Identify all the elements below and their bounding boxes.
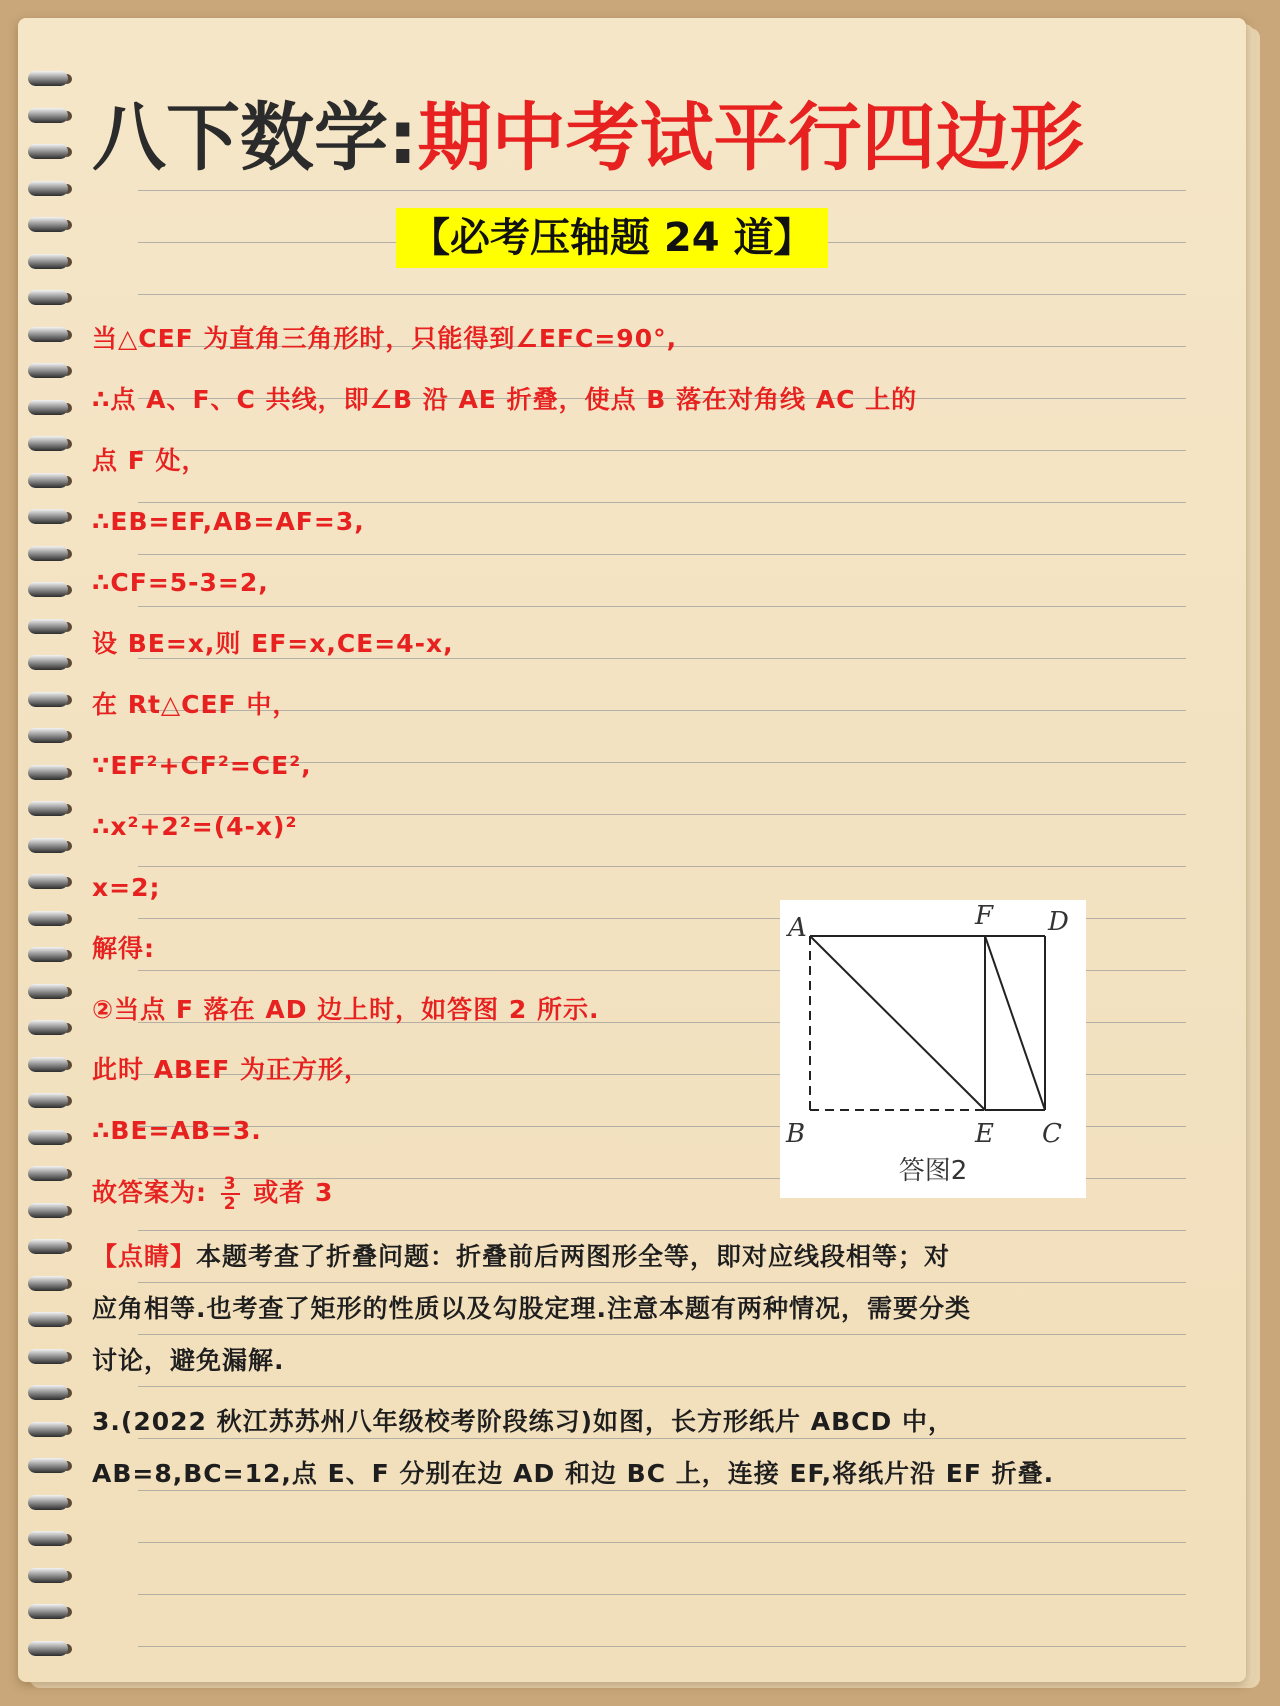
ruled-line (138, 1542, 1186, 1543)
binding-ring (28, 1127, 74, 1149)
binding-ring (28, 652, 74, 674)
binding-ring (28, 908, 74, 930)
binding-ring (28, 1090, 74, 1112)
binding-ring (28, 397, 74, 419)
ruled-line (138, 1386, 1186, 1387)
ruled-line (138, 1646, 1186, 1647)
binding-ring (28, 1163, 74, 1185)
binding-ring (28, 68, 74, 90)
fold-line-ae (810, 936, 985, 1110)
binding-ring (28, 1455, 74, 1477)
note-line-2: 应角相等.也考查了矩形的性质以及勾股定理.注意本题有两种情况，需要分类 (92, 1294, 971, 1323)
solution-line: 设 BE=x,则 EF=x,CE=4-x, (92, 629, 454, 658)
subtitle-badge: 【必考压轴题 24 道】 (396, 208, 828, 268)
binding-ring (28, 287, 74, 309)
label-d: D (1048, 907, 1069, 937)
label-e: E (975, 1119, 994, 1149)
binding-ring (28, 1565, 74, 1587)
solution-line: 解得: (92, 934, 155, 963)
solution-line: 点 F 处， (92, 446, 208, 475)
note-tag: 【点睛】 (92, 1242, 197, 1271)
label-f: F (975, 901, 994, 931)
ruled-line (138, 502, 1186, 503)
ruled-line (138, 554, 1186, 555)
label-c: C (1042, 1119, 1062, 1149)
solution-line: ∴BE=AB=3. (92, 1116, 262, 1145)
binding-ring (28, 105, 74, 127)
binding-ring (28, 506, 74, 528)
binding-ring (28, 944, 74, 966)
ruled-line (138, 866, 1186, 867)
rectangle-fold-diagram (780, 900, 1086, 1150)
binding-ring (28, 1200, 74, 1222)
binding-ring (28, 360, 74, 382)
solution-line: ∴点 A、F、C 共线，即∠B 沿 AE 折叠，使点 B 落在对角线 AC 上的 (92, 385, 918, 414)
binding-ring (28, 141, 74, 163)
solution-line: x=2; (92, 873, 161, 902)
binding-ring (28, 981, 74, 1003)
binding-ring (28, 725, 74, 747)
binding-ring (28, 1492, 74, 1514)
binding-ring (28, 470, 74, 492)
solution-line: ②当点 F 落在 AD 边上时，如答图 2 所示. (92, 995, 600, 1024)
note-line-1 (92, 1240, 950, 1274)
binding-ring (28, 1382, 74, 1404)
solution-line: 在 Rt△CEF 中， (92, 690, 299, 719)
binding-ring (28, 1309, 74, 1331)
binding-ring (28, 798, 74, 820)
solution-line: ∴EB=EF,AB=AF=3, (92, 507, 365, 536)
ruled-line (138, 606, 1186, 607)
problem-line-1: 3.(2022 秋江苏苏州八年级校考阶段练习)如图，长方形纸片 ABCD 中， (92, 1407, 954, 1436)
title-topic: 期中考试平行四边形 (417, 95, 1084, 181)
ruled-line (138, 1334, 1186, 1335)
segment-fc (985, 936, 1045, 1110)
answer-suffix: 或者 3 (253, 1178, 334, 1207)
spiral-binding (0, 0, 90, 1706)
label-b: B (786, 1119, 806, 1149)
binding-ring (28, 1601, 74, 1623)
binding-ring (28, 689, 74, 711)
binding-ring (28, 871, 74, 893)
title-subject: 八下数学: (92, 95, 418, 181)
solution-line: 当△CEF 为直角三角形时，只能得到∠EFC=90°, (92, 324, 678, 353)
binding-ring (28, 433, 74, 455)
answer-prefix: 故答案为: (92, 1178, 207, 1207)
binding-ring (28, 251, 74, 273)
fraction-denominator: 2 (223, 1194, 237, 1214)
ruled-line (138, 190, 1186, 191)
binding-ring (28, 1638, 74, 1660)
binding-ring (28, 1017, 74, 1039)
binding-ring (28, 616, 74, 638)
ruled-line (138, 450, 1186, 451)
binding-ring (28, 1236, 74, 1258)
binding-ring (28, 1528, 74, 1550)
page-title (92, 88, 1202, 188)
fraction-numerator: 3 (221, 1175, 240, 1195)
binding-ring (28, 1346, 74, 1368)
binding-ring (28, 543, 74, 565)
binding-ring (28, 214, 74, 236)
figure-caption: 答图2 (898, 1156, 968, 1186)
binding-ring (28, 1273, 74, 1295)
solution-line: ∴CF=5-3=2, (92, 568, 269, 597)
binding-ring (28, 1419, 74, 1441)
binding-ring (28, 579, 74, 601)
note-text-1: 本题考查了折叠问题：折叠前后两图形全等，即对应线段相等；对 (196, 1242, 951, 1271)
binding-ring (28, 178, 74, 200)
solution-line: ∴x²+2²=(4-x)² (92, 812, 298, 841)
ruled-line (138, 1230, 1186, 1231)
binding-ring (28, 1054, 74, 1076)
note-line-3: 讨论，避免漏解. (92, 1346, 285, 1375)
ruled-line (138, 1594, 1186, 1595)
geometry-figure (780, 900, 1086, 1198)
ruled-line (138, 1282, 1186, 1283)
answer-line (92, 1175, 333, 1213)
binding-ring (28, 835, 74, 857)
answer-fraction (221, 1175, 240, 1213)
problem-line-2: AB=8,BC=12,点 E、F 分别在边 AD 和边 BC 上，连接 EF,将纸片沿 EF 折叠. (92, 1459, 1055, 1488)
solution-line: 此时 ABEF 为正方形， (92, 1055, 370, 1084)
binding-ring (28, 324, 74, 346)
ruled-line (138, 294, 1186, 295)
binding-ring (28, 762, 74, 784)
label-a: A (788, 913, 807, 943)
solution-line: ∵EF²+CF²=CE², (92, 751, 312, 780)
